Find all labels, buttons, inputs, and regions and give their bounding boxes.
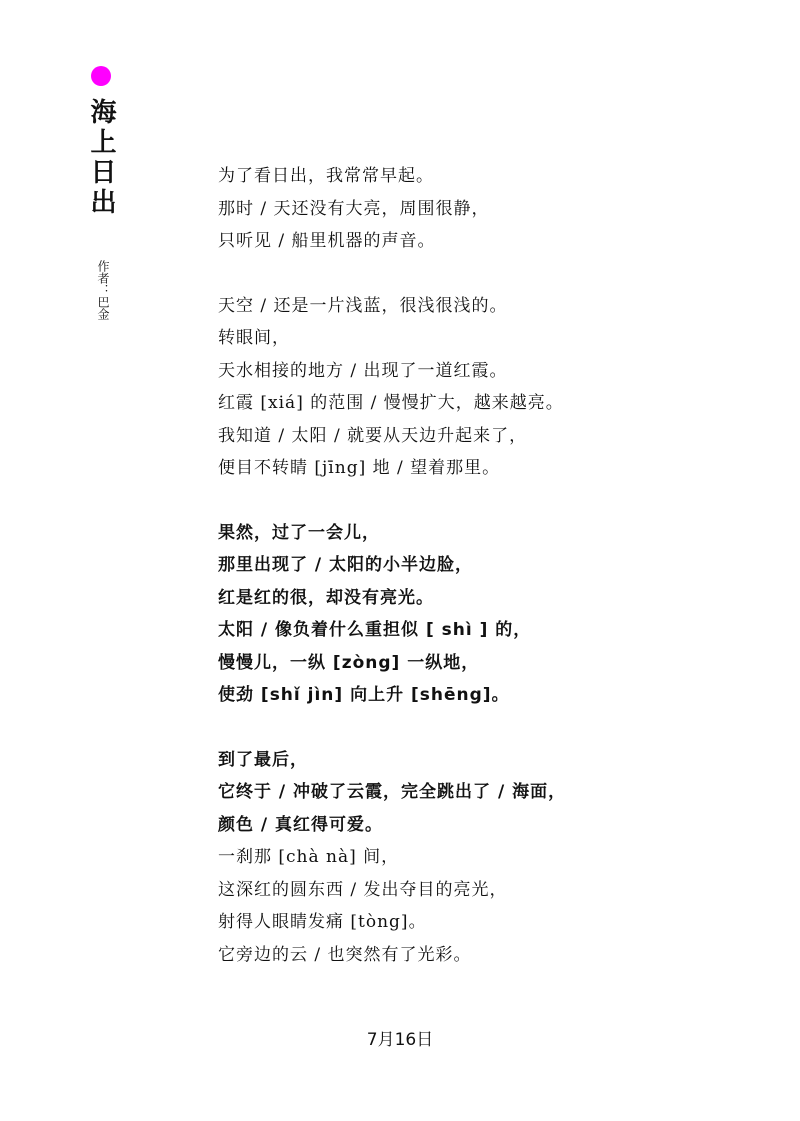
poem-line: 便目不转睛 [jīng] 地 / 望着那里。 xyxy=(218,458,501,478)
poem-line: 果然，过了一会儿， xyxy=(218,522,380,543)
stanza-4 xyxy=(218,744,778,972)
poem-line: 太阳 / 像负着什么重担似 [ shì ] 的， xyxy=(218,620,532,640)
poem-line: 颜色 / 真红得可爱。 xyxy=(218,814,384,835)
poem-line: 到了最后， xyxy=(218,749,308,770)
poem-line: 它终于 / 冲破了云霞，完全跳出了 / 海面， xyxy=(218,782,567,802)
poem-line: 一刹那 [chà nà] 间， xyxy=(218,847,400,867)
poem-line: 为了看日出，我常常早起。 xyxy=(218,166,434,186)
poem-line: 使劲 [shǐ jìn] 向上升 [shēng]。 xyxy=(218,685,510,705)
poem-line: 红霞 [xiá] 的范围 / 慢慢扩大，越来越亮。 xyxy=(218,393,564,413)
poem-body xyxy=(218,160,778,1003)
stanza-2 xyxy=(218,290,778,485)
poem-line: 天空 / 还是一片浅蓝，很浅很浅的。 xyxy=(218,295,508,316)
decorative-dot-icon xyxy=(91,66,111,86)
stanza-3 xyxy=(218,517,778,712)
date-label: 7月16日 xyxy=(366,1030,434,1050)
poem-author: 作者：巴金 xyxy=(96,260,110,320)
poem-line: 慢慢儿，一纵 [zòng] 一纵地， xyxy=(218,652,480,673)
poem-line: 这深红的圆东西 / 发出夺目的亮光， xyxy=(218,879,508,900)
poem-line: 那里出现了 / 太阳的小半边脸， xyxy=(218,555,474,575)
poem-line: 转眼间， xyxy=(218,328,290,348)
poem-line: 它旁边的云 / 也突然有了光彩。 xyxy=(218,944,472,965)
poem-line: 天水相接的地方 / 出现了一道红霞。 xyxy=(218,360,508,381)
poem-line: 只听见 / 船里机器的声音。 xyxy=(218,231,436,251)
poem-line: 那时 / 天还没有大亮，周围很静， xyxy=(218,198,490,219)
stanza-1 xyxy=(218,160,778,258)
poem-line: 红是红的很，却没有亮光。 xyxy=(218,587,434,608)
poem-title: 海上日出 xyxy=(86,98,116,218)
poem-line: 我知道 / 太阳 / 就要从天边升起来了， xyxy=(218,425,528,446)
poem-line: 射得人眼睛发痛 [tòng]。 xyxy=(218,912,427,932)
